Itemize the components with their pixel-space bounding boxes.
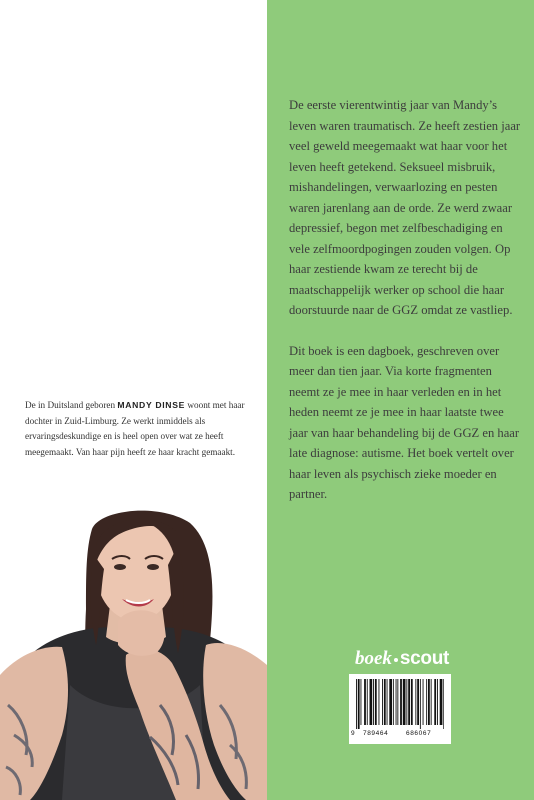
barcode-bar — [437, 679, 438, 725]
barcode-bar — [396, 679, 397, 725]
barcode-bar — [384, 679, 386, 725]
barcode-bar — [375, 679, 377, 725]
barcode-bar — [356, 679, 357, 729]
author-photo — [0, 505, 267, 800]
barcode-digits — [349, 730, 451, 742]
barcode-bar — [400, 679, 402, 725]
barcode-bar — [393, 679, 394, 725]
barcode-bar — [389, 679, 392, 725]
barcode-bar — [379, 679, 380, 725]
author-bio-suffix: woont met haar dochter in Zuid-Limburg. Ze werkt inmiddels als ervaringsdeskundige en is heel open over wat ze heeft meegemaakt. Van haar pijn heeft ze haar kracht gemaakt. — [25, 400, 245, 457]
barcode-bar — [373, 679, 374, 725]
barcode-bar — [370, 679, 373, 725]
author-bio — [25, 398, 253, 460]
publisher-logo — [350, 648, 454, 670]
publisher-logo-dot — [394, 658, 398, 662]
barcode-bar — [367, 679, 368, 725]
barcode-bar — [361, 679, 362, 725]
barcode-bar — [382, 679, 383, 725]
barcode-bar — [443, 679, 444, 729]
barcode-bar — [358, 679, 360, 729]
barcode-group-2: 686067 — [406, 730, 432, 737]
blurb-paragraph-1: De eerste vierentwintig jaar van Mandy’s leven waren traumatisch. Ze heeft zestien jaar veel geweld meegemaakt wat haar voor het leven heeft getekend. Seksueel misbruik, mishandelingen, verwaarlozing en pesten waren jarenlang aan de orde. Ze werd zwaar depressief, begon met zelfbeschadiging en vele zelfmoordpogingen zouden volgen. Op haar zestiende kwam ze terecht bij de maatschappelijk werker op school die haar doorstuurde naar de GGZ omdat ze vastliep. — [289, 98, 521, 317]
barcode-bar — [417, 679, 419, 725]
barcode-bar — [434, 679, 436, 725]
right-panel — [267, 0, 534, 800]
barcode-bar — [428, 679, 430, 725]
barcode-bar — [411, 679, 413, 725]
barcode-bar — [397, 679, 398, 725]
publisher-logo-part-a: boek — [354, 648, 392, 669]
barcode-bars — [356, 679, 444, 729]
author-bio-prefix: De in Duitsland geboren — [25, 400, 118, 410]
barcode-bar — [415, 679, 416, 725]
blurb — [289, 95, 521, 525]
barcode-bar — [387, 679, 388, 725]
barcode-lead-digit: 9 — [351, 730, 355, 737]
barcode-bar — [364, 679, 366, 725]
blurb-paragraph-2: Dit boek is een dagboek, geschreven over meer dan tien jaar. Via korte fragmenten neemt ze je mee in haar verleden en in het heden neemt ze je mee in haar laatste twee jaar van haar behandeling bij de GGZ en haar late diagnose: autisme. Het boek vertelt over haar leven als psychisch zieke moeder en partner. — [289, 343, 520, 501]
barcode-bar — [408, 679, 410, 725]
barcode-bar — [423, 679, 424, 725]
author-name: MANDY DINSE — [117, 400, 186, 410]
barcode-bar — [420, 679, 421, 729]
barcode — [349, 674, 451, 744]
barcode-bar — [431, 679, 432, 725]
barcode-group-1: 789464 — [363, 730, 389, 737]
barcode-bar — [403, 679, 406, 725]
barcode-bar — [426, 679, 427, 725]
barcode-bar — [406, 679, 407, 725]
barcode-bar — [440, 679, 443, 725]
publisher-logo-part-b: scout — [399, 648, 450, 669]
